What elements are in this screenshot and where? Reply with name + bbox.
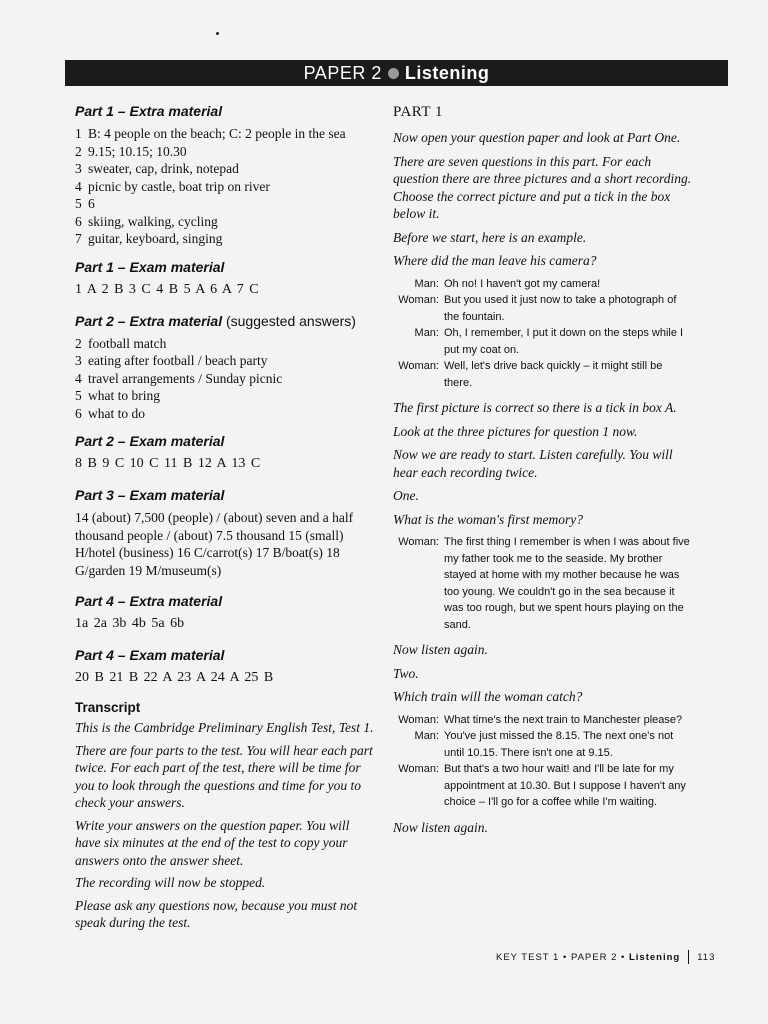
paragraph: The recording will now be stopped.	[75, 875, 266, 890]
footer-divider	[688, 950, 689, 964]
stray-mark	[216, 32, 219, 35]
dialog-line	[393, 358, 693, 391]
listen-again-text: Now listen again.	[393, 819, 488, 835]
p2-extra-title	[75, 312, 375, 330]
item-text: picnic by castle, boat trip on river	[88, 178, 270, 194]
speech-text: What time's the next train to Manchester please?	[444, 713, 683, 726]
list-item	[75, 230, 375, 248]
p1-extra-list	[75, 125, 375, 248]
item-text: sweater, cap, drink, notepad	[88, 161, 239, 176]
list-item	[75, 370, 375, 388]
item-number: 1	[75, 126, 82, 141]
item-number: 7	[75, 231, 82, 246]
p3-exam-title: Part 3 – Exam material	[75, 487, 225, 503]
item-text: B: 4 people on the beach; C: 2 people in the sea	[88, 126, 346, 141]
p1-exam-title: Part 1 – Exam material	[75, 258, 225, 275]
item-number: 2	[75, 143, 82, 159]
list-item	[75, 405, 375, 423]
list-item	[75, 143, 375, 161]
paragraph: The first picture is correct so there is a tick in box A.	[393, 400, 677, 415]
footer-prefix: KEY TEST 1 • PAPER 2 •	[496, 951, 626, 963]
speaker-label: Woman:	[398, 763, 439, 775]
p2-exam-answers: 8 B 9 C 10 C 11 B 12 A 13 C	[75, 456, 261, 471]
dialog-line	[393, 325, 693, 358]
speech-text: Oh no! I haven't got my camera!	[444, 277, 601, 290]
item-text: football match	[88, 335, 167, 351]
speaker-label: Man:	[414, 327, 439, 339]
question-one-dialog	[393, 534, 693, 633]
p1-exam-answers: 1 A 2 B 3 C 4 B 5 A 6 A 7 C	[75, 281, 259, 297]
paragraph: There are four parts to the test. You will hear each part twice. For each part of the test, there will be time for you to look through the questions and time for you to check your answers.	[75, 742, 373, 810]
p4-exam-title: Part 4 – Exam material	[75, 647, 225, 663]
list-item	[75, 178, 375, 196]
dialog-line	[393, 712, 693, 729]
paragraph: One.	[393, 488, 419, 503]
list-item	[75, 213, 375, 231]
p4-extra-answers: 1a 2a 3b 4b 5a 6b	[75, 616, 185, 631]
item-text: 6	[88, 196, 95, 211]
item-number: 5	[75, 196, 82, 211]
section-label: Listening	[404, 62, 490, 83]
dialog-line	[393, 728, 693, 761]
page-number: 113	[697, 951, 716, 963]
list-item	[75, 160, 375, 178]
paragraph: Before we start, here is an example.	[393, 229, 587, 245]
item-number: 3	[75, 161, 82, 176]
paragraph: Write your answers on the question paper. You will have six minutes at the end of the test to copy your answers onto the answer sheet.	[75, 817, 350, 868]
paragraph: This is the Cambridge Preliminary English Test, Test 1.	[75, 720, 374, 735]
item-number: 6	[75, 213, 82, 229]
speech-text: But you used it just now to take a photograph of the fountain.	[444, 294, 677, 323]
item-text: 9.15; 10.15; 10.30	[88, 143, 187, 159]
list-item	[75, 352, 375, 370]
speaker-label: Woman:	[398, 294, 439, 306]
speaker-label: Woman:	[398, 713, 439, 726]
speech-text: The first thing I remember is when I was about five my father took me to the seaside. My brother stayed at home with my mother because he was too young. We couldn't go in the sea because it was too rough, but we spent hours playing on the sand.	[444, 536, 690, 631]
dialog-line	[393, 292, 693, 325]
item-text: skiing, walking, cycling	[88, 213, 218, 229]
p4-extra-title: Part 4 – Extra material	[75, 593, 223, 609]
list-item	[75, 335, 375, 353]
item-text: guitar, keyboard, singing	[88, 231, 223, 246]
item-number: 4	[75, 178, 82, 194]
speech-text: Well, let's drive back quickly – it might still be there.	[444, 360, 663, 389]
dialog-line	[393, 534, 693, 633]
paragraph: Please ask any questions now, because you must not speak during the test.	[75, 897, 358, 930]
p2-extra-title-suffix: (suggested answers)	[222, 312, 356, 329]
intro-text	[393, 129, 693, 270]
item-text: what to bring	[88, 388, 160, 403]
question-two-intro	[393, 641, 693, 706]
item-number: 4	[75, 370, 82, 386]
item-text: travel arrangements / Sunday picnic	[88, 370, 283, 386]
example-dialog	[393, 276, 693, 392]
p3-exam-answers: 14 (about) 7,500 (people) / (about) seven and a half thousand people / (about) 7.5 thousand 15 (small) H/hotel (business) 16 C/carrot(s) 17 B/boat(s) 18 G/garden 19 M/museum(s)	[75, 510, 354, 578]
dialog-line	[393, 276, 693, 293]
speaker-label: Man:	[414, 730, 439, 742]
paper-label: PAPER 2	[303, 62, 382, 83]
list-item	[75, 195, 375, 213]
p4-exam-answers: 20 B 21 B 22 A 23 A 24 A 25 B	[75, 670, 274, 685]
paper-banner	[65, 60, 728, 86]
footer-section: Listening	[628, 951, 681, 963]
p2-extra-list	[75, 335, 375, 423]
part-heading: PART 1	[393, 104, 444, 120]
speech-text: But that's a two hour wait! and I'll be late for my appointment at 10.30. But I suppose I haven't any choice – I'll go for a coffee while I'm waiting.	[444, 763, 686, 808]
paragraph: Which train will the woman catch?	[393, 689, 583, 704]
speaker-label: Woman:	[398, 360, 439, 372]
list-item	[75, 387, 375, 405]
item-number: 2	[75, 335, 82, 351]
item-text: what to do	[88, 405, 145, 421]
speaker-label: Man:	[414, 277, 439, 290]
instructions-text	[393, 399, 693, 528]
p2-exam-title: Part 2 – Exam material	[75, 433, 225, 449]
bullet-icon	[388, 68, 399, 79]
paragraph: There are seven questions in this part. For each question there are three pictures and a short recording. Choose the correct picture and put a tick in the box below it.	[393, 153, 692, 221]
paragraph: Where did the man leave his camera?	[393, 253, 597, 268]
question-two-dialog	[393, 712, 693, 811]
paragraph: Now listen again.	[393, 642, 488, 657]
paragraph: Now we are ready to start. Listen carefully. You will hear each recording twice.	[393, 447, 673, 480]
item-number: 3	[75, 353, 82, 368]
dialog-line	[393, 761, 693, 811]
paragraph: What is the woman's first memory?	[393, 511, 584, 527]
answer-key-column	[75, 102, 375, 937]
transcript-title: Transcript	[75, 700, 141, 715]
paragraph: Look at the three pictures for question 1 now.	[393, 423, 638, 439]
item-text: eating after football / beach party	[88, 353, 268, 368]
transcript-column	[393, 104, 693, 842]
paragraph: Two.	[393, 665, 419, 681]
page-footer	[496, 950, 715, 964]
p1-extra-title: Part 1 – Extra material	[75, 103, 223, 119]
item-number: 5	[75, 388, 82, 403]
p2-extra-title-text: Part 2 – Extra material	[75, 312, 223, 329]
transcript-text	[75, 719, 375, 932]
speaker-label: Woman:	[398, 536, 439, 548]
item-number: 6	[75, 405, 82, 421]
paragraph: Now open your question paper and look at Part One.	[393, 130, 681, 145]
speech-text: You've just missed the 8.15. The next one's not until 10.15. There isn't one at 9.15.	[444, 730, 674, 759]
list-item	[75, 125, 375, 143]
speech-text: Oh, I remember, I put it down on the steps while I put my coat on.	[444, 327, 684, 356]
